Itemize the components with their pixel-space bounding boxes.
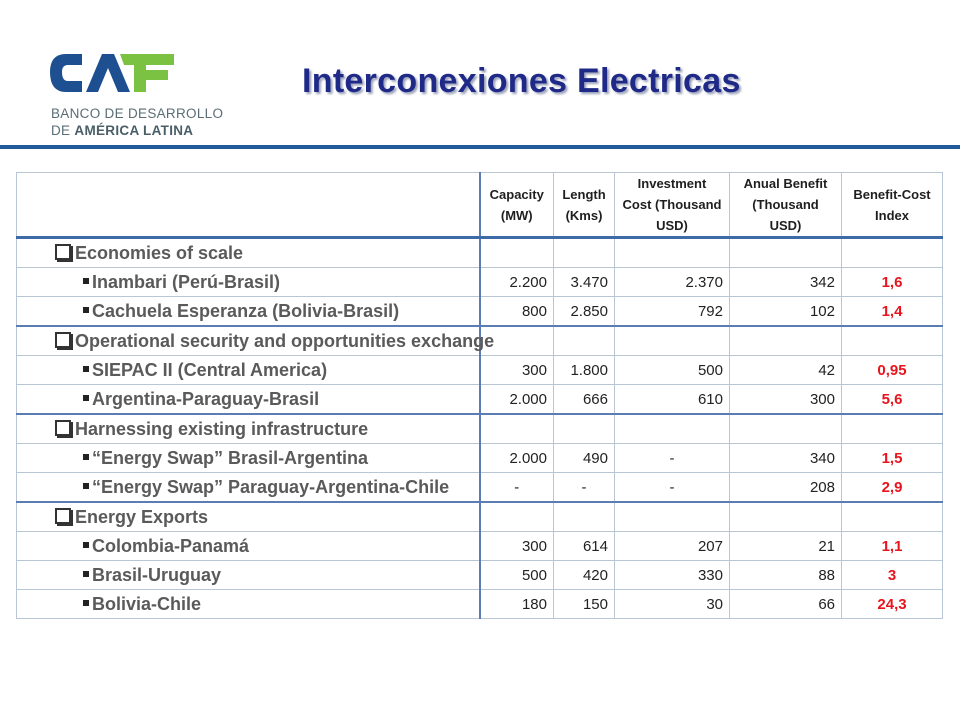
- interconnections-table: [16, 172, 943, 619]
- square-bullet-icon: [83, 366, 89, 372]
- project-name-cell: [17, 444, 480, 473]
- investment-cost-cell: 2.370: [615, 268, 730, 297]
- annual-benefit-cell: 340: [730, 444, 842, 473]
- capacity-cell: 2.000: [480, 385, 554, 415]
- capacity-cell: 2.000: [480, 444, 554, 473]
- header-investment-cost: Investment Cost (Thousand USD): [615, 173, 730, 238]
- empty-cell: [554, 502, 615, 532]
- project-name-cell: [17, 385, 480, 415]
- project-name: Bolivia-Chile: [92, 593, 202, 614]
- investment-cost-cell: 610: [615, 385, 730, 415]
- square-bullet-icon: [83, 395, 89, 401]
- annual-benefit-cell: 342: [730, 268, 842, 297]
- table-row: [17, 297, 943, 327]
- group-label: Operational security and opportunities exchange: [75, 330, 495, 351]
- header-capacity: Capacity (MW): [480, 173, 554, 238]
- header-benefit-cost-index: Benefit-Cost Index: [842, 173, 943, 238]
- project-name-cell: [17, 532, 480, 561]
- caf-logo: [44, 50, 234, 142]
- group-label: Energy Exports: [75, 506, 209, 527]
- length-cell: 420: [554, 561, 615, 590]
- empty-cell: [842, 414, 943, 444]
- investment-cost-cell: 207: [615, 532, 730, 561]
- interconnections-table-container: [16, 172, 942, 619]
- benefit-cost-index-cell: 1,1: [842, 532, 943, 561]
- square-bullet-icon: [83, 571, 89, 577]
- benefit-cost-index-cell: 1,4: [842, 297, 943, 327]
- table-row: [17, 268, 943, 297]
- group-label-cell: [17, 502, 480, 532]
- empty-cell: [480, 238, 554, 268]
- project-name-cell: [17, 268, 480, 297]
- benefit-cost-index-cell: 0,95: [842, 356, 943, 385]
- caf-logo-mark: [44, 50, 194, 100]
- group-row: [17, 326, 943, 356]
- investment-cost-cell: 330: [615, 561, 730, 590]
- group-row: [17, 502, 943, 532]
- empty-cell: [730, 414, 842, 444]
- slide-title: Interconexiones Electricas: [302, 62, 741, 100]
- capacity-cell: 500: [480, 561, 554, 590]
- square-bullet-icon: [83, 307, 89, 313]
- group-row: [17, 238, 943, 268]
- table-header-row: [17, 173, 943, 238]
- empty-cell: [480, 414, 554, 444]
- checkbox-bullet-icon: [55, 244, 71, 260]
- empty-cell: [842, 238, 943, 268]
- project-name: SIEPAC II (Central America): [92, 359, 328, 380]
- project-name-cell: [17, 561, 480, 590]
- project-name-cell: [17, 297, 480, 327]
- annual-benefit-cell: 300: [730, 385, 842, 415]
- benefit-cost-index-cell: 3: [842, 561, 943, 590]
- logo-line-1: BANCO DE DESARROLLO: [51, 106, 224, 121]
- group-label-cell: [17, 238, 480, 268]
- title-divider: [0, 145, 960, 149]
- project-name: Argentina-Paraguay-Brasil: [92, 388, 320, 409]
- header-length: Length (Kms): [554, 173, 615, 238]
- empty-cell: [615, 326, 730, 356]
- project-name: “Energy Swap” Paraguay-Argentina-Chile: [92, 476, 450, 497]
- project-name-cell: [17, 590, 480, 619]
- empty-cell: [615, 414, 730, 444]
- square-bullet-icon: [83, 542, 89, 548]
- length-cell: 666: [554, 385, 615, 415]
- length-cell: 1.800: [554, 356, 615, 385]
- investment-cost-cell: 500: [615, 356, 730, 385]
- benefit-cost-index-cell: 5,6: [842, 385, 943, 415]
- length-cell: 2.850: [554, 297, 615, 327]
- project-name: “Energy Swap” Brasil-Argentina: [92, 447, 369, 468]
- capacity-cell: 180: [480, 590, 554, 619]
- table-row: [17, 385, 943, 415]
- table-row: [17, 444, 943, 473]
- annual-benefit-cell: 208: [730, 473, 842, 503]
- capacity-cell: 2.200: [480, 268, 554, 297]
- table-row: [17, 356, 943, 385]
- group-label: Economies of scale: [75, 242, 244, 263]
- group-label-cell: [17, 326, 495, 356]
- investment-cost-cell: -: [615, 473, 730, 503]
- benefit-cost-index-cell: 1,5: [842, 444, 943, 473]
- annual-benefit-cell: 88: [730, 561, 842, 590]
- capacity-cell: 300: [480, 356, 554, 385]
- project-name: Brasil-Uruguay: [92, 564, 222, 585]
- length-cell: 490: [554, 444, 615, 473]
- annual-benefit-cell: 66: [730, 590, 842, 619]
- empty-cell: [615, 502, 730, 532]
- project-name-cell: [17, 473, 480, 503]
- empty-cell: [554, 238, 615, 268]
- square-bullet-icon: [83, 278, 89, 284]
- empty-cell: [730, 326, 842, 356]
- empty-cell: [480, 502, 554, 532]
- length-cell: 614: [554, 532, 615, 561]
- empty-cell: [554, 326, 615, 356]
- capacity-cell: 800: [480, 297, 554, 327]
- length-cell: -: [554, 473, 615, 503]
- checkbox-bullet-icon: [55, 332, 71, 348]
- table-row: [17, 473, 943, 503]
- table-row: [17, 561, 943, 590]
- square-bullet-icon: [83, 483, 89, 489]
- table-body: [17, 238, 943, 619]
- empty-cell: [842, 502, 943, 532]
- square-bullet-icon: [83, 600, 89, 606]
- table-row: [17, 590, 943, 619]
- header-annual-benefit: Anual Benefit (Thousand USD): [730, 173, 842, 238]
- annual-benefit-cell: 102: [730, 297, 842, 327]
- annual-benefit-cell: 21: [730, 532, 842, 561]
- length-cell: 3.470: [554, 268, 615, 297]
- empty-cell: [730, 238, 842, 268]
- empty-cell: [554, 414, 615, 444]
- checkbox-bullet-icon: [55, 420, 71, 436]
- benefit-cost-index-cell: 2,9: [842, 473, 943, 503]
- logo-line-2: DE AMÉRICA LATINA: [51, 123, 194, 138]
- project-name: Cachuela Esperanza (Bolivia-Brasil): [92, 300, 400, 321]
- empty-cell: [730, 502, 842, 532]
- capacity-cell: 300: [480, 532, 554, 561]
- annual-benefit-cell: 42: [730, 356, 842, 385]
- table-row: [17, 532, 943, 561]
- capacity-cell: -: [480, 473, 554, 503]
- benefit-cost-index-cell: 1,6: [842, 268, 943, 297]
- investment-cost-cell: -: [615, 444, 730, 473]
- empty-cell: [842, 326, 943, 356]
- project-name: Colombia-Panamá: [92, 535, 250, 556]
- checkbox-bullet-icon: [55, 508, 71, 524]
- investment-cost-cell: 30: [615, 590, 730, 619]
- investment-cost-cell: 792: [615, 297, 730, 327]
- project-name-cell: [17, 356, 480, 385]
- group-label: Harnessing existing infrastructure: [75, 418, 369, 439]
- empty-cell: [615, 238, 730, 268]
- group-label-cell: [17, 414, 480, 444]
- header-project: [17, 173, 480, 238]
- benefit-cost-index-cell: 24,3: [842, 590, 943, 619]
- group-row: [17, 414, 943, 444]
- project-name: Inambari (Perú-Brasil): [92, 271, 281, 292]
- length-cell: 150: [554, 590, 615, 619]
- square-bullet-icon: [83, 454, 89, 460]
